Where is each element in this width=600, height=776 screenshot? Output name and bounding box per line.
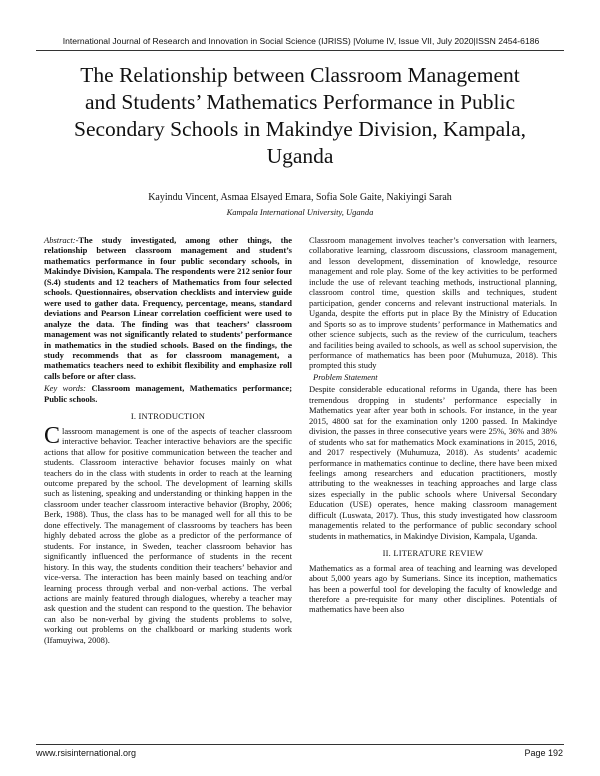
title-line-4: Uganda xyxy=(266,144,334,168)
problem-statement-text: Despite considerable educational reforms in Uganda, there has been tremendous dropping in students’ performance especially in Mathematics year after year both in schools. For instance, in the year 2015, 4800 sat for the examination only 1200 passed. In Makindye division, the passes in three consecutive years were 25%, 36% and 38% of students who sat for mathematics Mock examinations in 2015, 2016, and 2017 respectively (Muhumuza, 2018). As students’ academic performance in mathematics continue to decline, there have been mixed feelings among researchers and education practitioners, mostly attributing to the weaknesses in teaching approaches and large class sizes especially in the public schools where Universal Secondary Education (USE) operates, hence making classroom management difficult (Luswata, 2017). Thus, this study investigated how classroom managementis related to the performance of public secondary school students in mathematics, in Makindye Division, Kampala, Uganda. xyxy=(309,384,557,541)
title-line-2: and Students’ Mathematics Performance in Public xyxy=(84,90,516,114)
title-line-1: The Relationship between Classroom Management xyxy=(80,63,520,87)
abstract-label: Abstract:- xyxy=(44,235,79,245)
affiliation: Kampala International University, Uganda xyxy=(226,207,374,217)
literature-review-text: Mathematics as a formal area of teaching and learning was developed about 5,000 years ago by Sumerians. Since its inception, mathematics has been a powerful tool for developing the faculty of knowledge and therefore a pre-requisite for many other disciplines. Potentials of mathematics have been also xyxy=(309,562,557,615)
introduction-paragraph xyxy=(44,422,292,646)
footer-rule xyxy=(36,744,564,745)
paper-title xyxy=(30,62,570,170)
keywords-label: Key words: xyxy=(44,383,86,394)
left-column xyxy=(44,235,292,645)
drop-cap: C xyxy=(44,422,61,449)
footer-website: www.rsisinternational.org xyxy=(36,748,137,758)
section-heading-introduction: I. INTRODUCTION xyxy=(130,411,206,422)
journal-header: International Journal of Research and Innovation in Social Science (IJRISS) |Volume IV, Issue VII, July 2020|ISSN 2454-6186 xyxy=(62,36,540,46)
footer-page-number: Page 192 xyxy=(524,748,563,758)
abstract-text: The study investigated, among other things, the relationship between classroom management and student’s mathematics performance in four public secondary schools, in Makindye Division, Kampala. The respondents were 212 senior four (S.4) students and 12 teachers of Mathematics from four selected schools. Questionnaires, observation checklists and interview guide were used to gather data. Frequency, percentage, means, standard deviations and Pearson Linear correlation coefficient were used to analyze the data. The finding was that teachers’ classroom management was not significantly related to students’ performance in mathematics in the studied schools. Based on the findings, the study recommends that as for classroom management, a mathematics teachers need to exhibit flexibility and emphasize roll calls before or after class. xyxy=(44,235,292,381)
subsection-heading-problem-statement: Problem Statement xyxy=(313,371,378,382)
keywords-text: Classroom management, Mathematics performance; Public schools. xyxy=(44,383,293,404)
keywords xyxy=(44,383,292,404)
title-line-3: Secondary Schools in Makindye Division, Kampala, xyxy=(73,117,527,141)
introduction-text: lassroom management is one of the aspects of teacher classroom interactive behavior. Teacher interactive behaviors are the specific actions that allow for positive communication between the teacher and students. Classroom interactive behavior focuses mainly on what teachers do in the class with students in order to reach at the learning outcome prepared by the school. The development of learning skills such as listening, speaking and understanding or thinking happen in the classroom under teacher classroom interactive behavior (Brophy, 2006; Berk, 1988). Thus, the class has to be managed well for all this to be done effectively. The management of classrooms by teachers has been highly debated across the globe as a predictor of the performance of students. For instance, in Sweden, teacher classroom behavior has significantly influenced the performance of students in the recent history. In this way, the students condition their teachers’ behavior and vice-versa. The interaction has been mainly based on teaching and/or learning process through verbal and non-verbal actions. The verbal actions are mainly featured through dialogues, whereby a teacher may ask question and the student can respond to the question. The behavior can also be non-verbal by giving the students problems to solve, working out problems on the chalkboard or marking students work (Ifamuyiwa, 2008). xyxy=(44,425,292,645)
introduction-continued: Classroom management involves teacher’s conversation with learners, collaborative learning, classroom discussions, classroom management, and lesson development, dissemination of knowledge, resource management and role play. Some of the key activities to be performed include the use of relevant teaching methods, instructional planning, classroom control time, question skills and techniques, student participation, gender concerns and relevant instructional materials. In Uganda, despite the efforts put in place By the Ministry of Education and Sports so as to improve students’ performance in Mathematics and other science subjects, such as the review of the curriculum, teachers and facilities being availed to schools, as well as school supervision, the performance of mathematics has been poor (Muhumuza, 2018). This prompted this study xyxy=(309,235,557,371)
author-list: Kayindu Vincent, Asmaa Elsayed Emara, Sofia Sole Gaite, Nakiyingi Sarah xyxy=(148,192,452,203)
header-rule xyxy=(36,50,564,51)
section-heading-literature-review: II. LITERATURE REVIEW xyxy=(382,548,484,559)
right-column xyxy=(309,235,557,615)
abstract xyxy=(44,235,292,381)
